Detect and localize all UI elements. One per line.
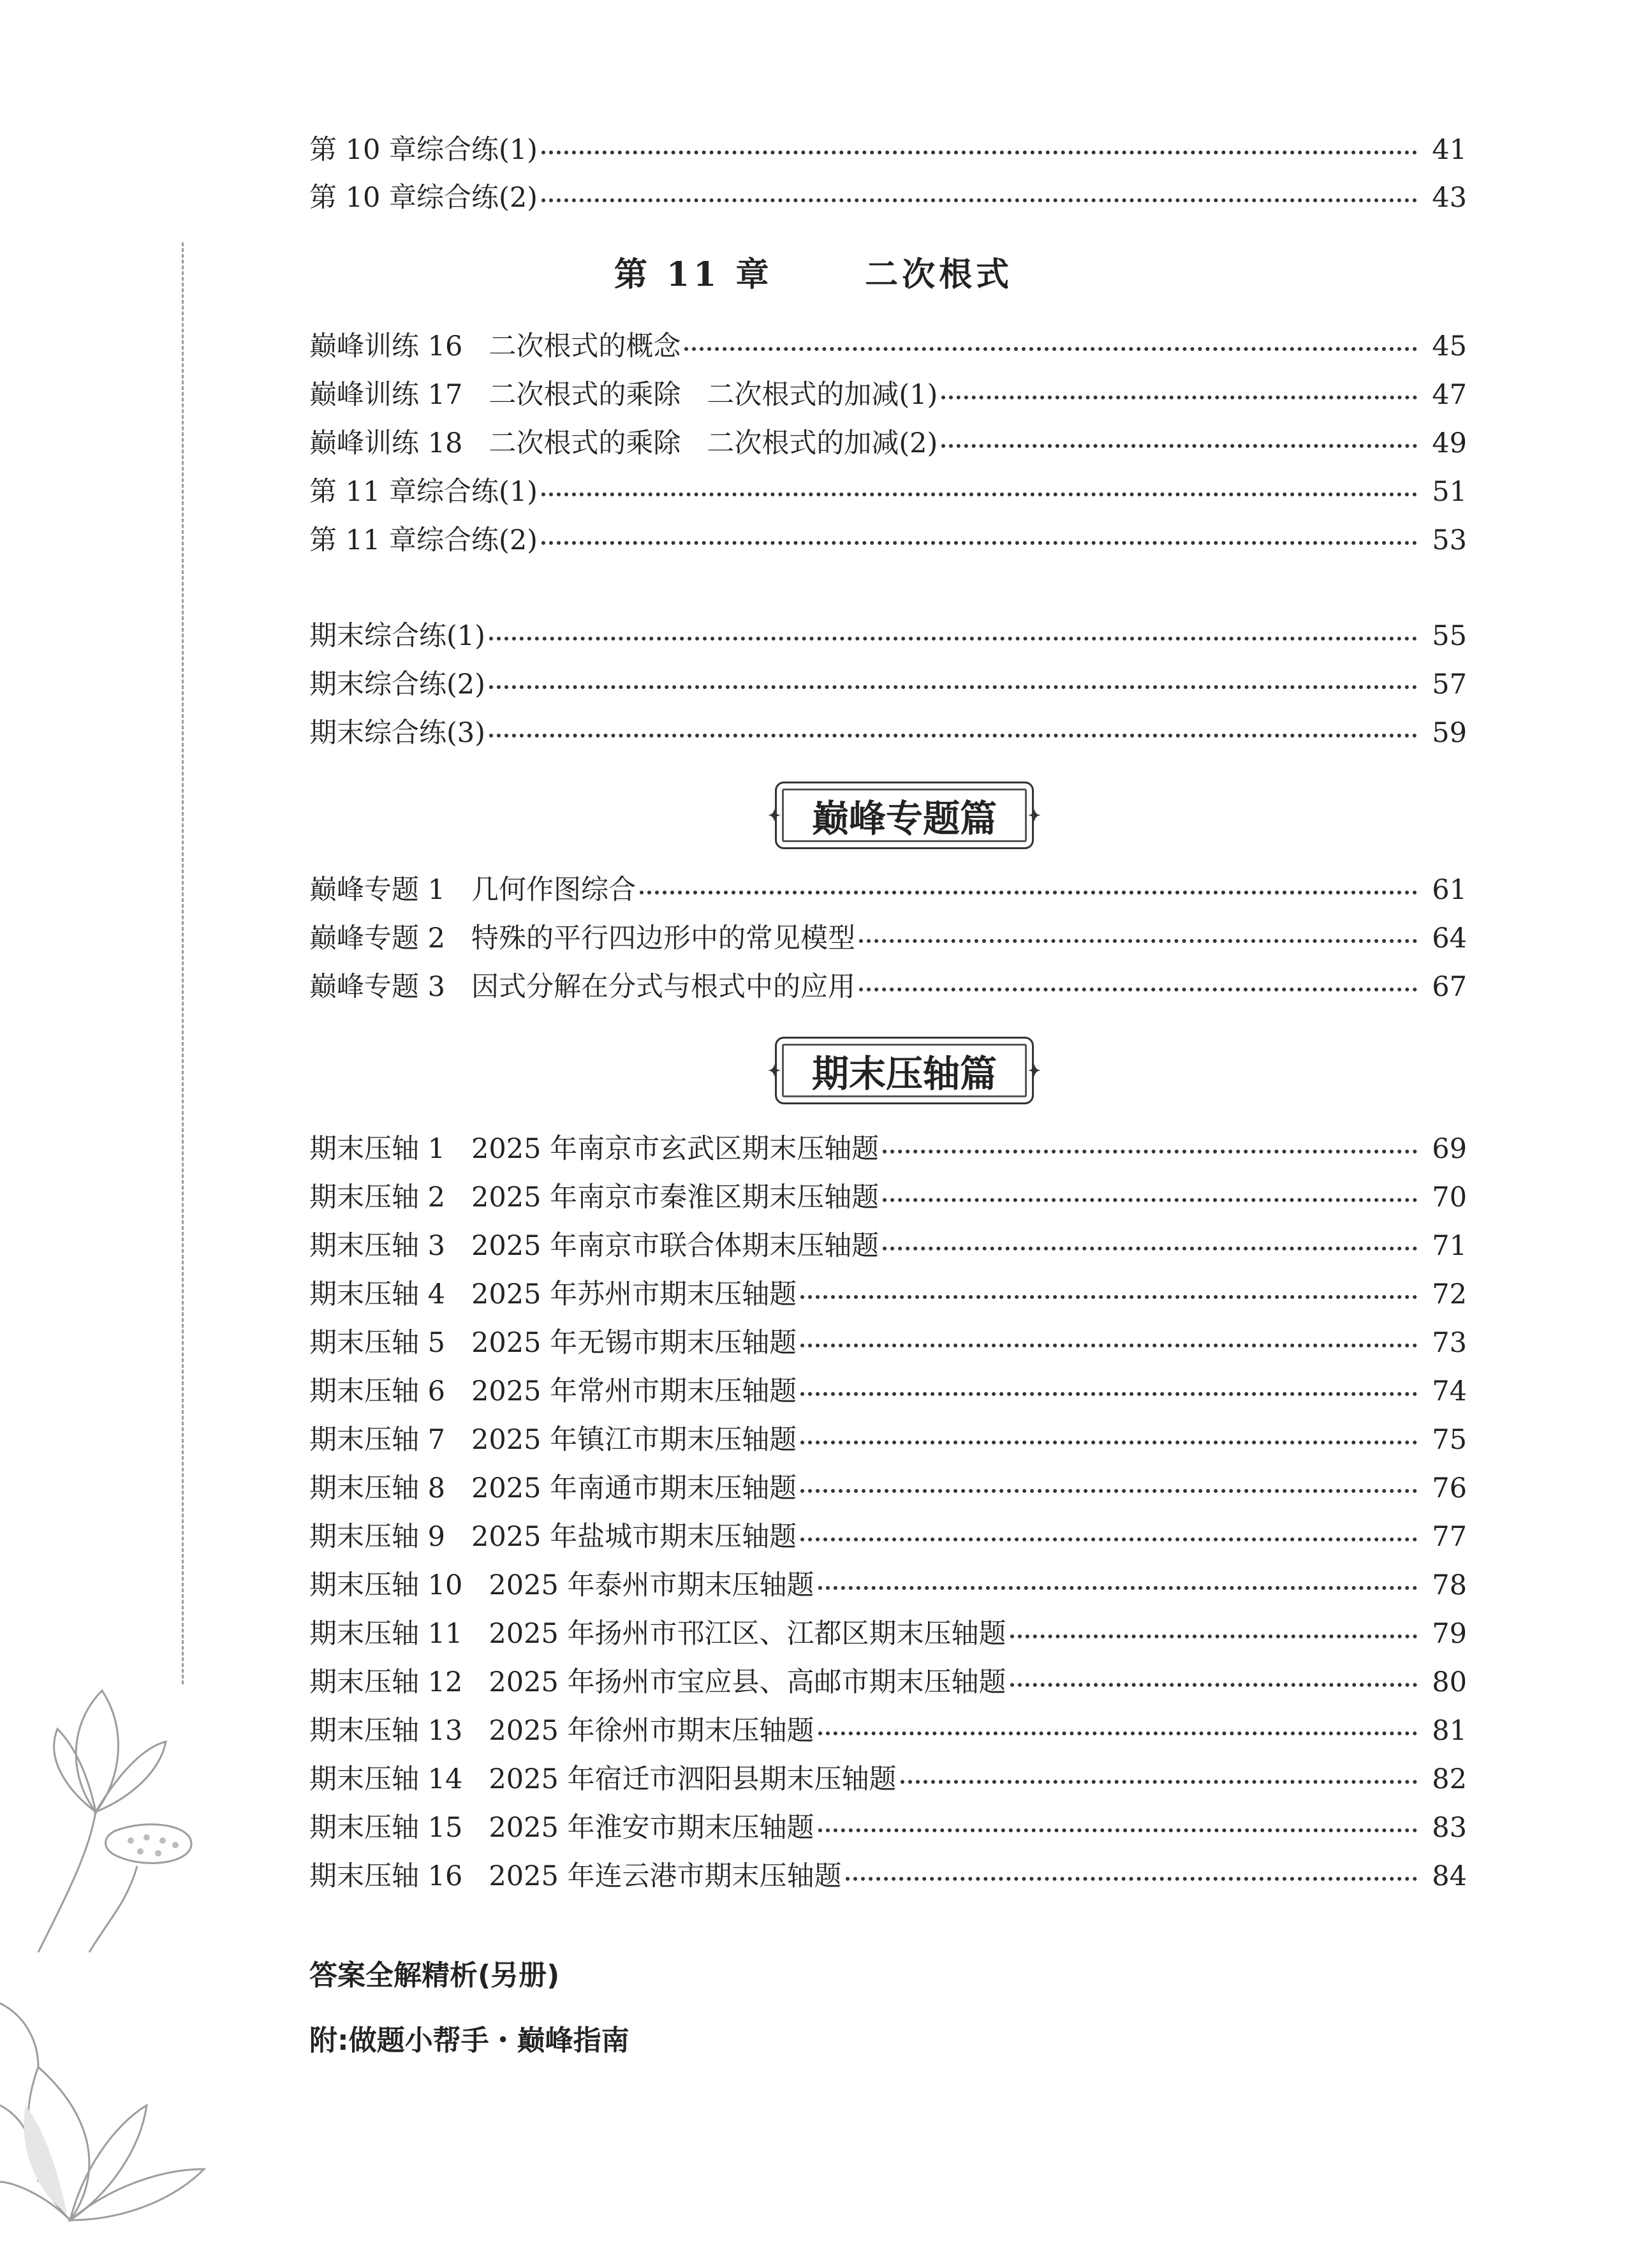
leader-dots	[818, 1828, 1418, 1832]
leader-dots	[541, 198, 1417, 202]
leader-dots	[883, 1150, 1417, 1153]
toc-entry-label: 期末压轴 1 2025 年南京市玄武区期末压轴题	[309, 1133, 880, 1165]
leader-dots	[941, 444, 1417, 448]
toc-entry-page: 61	[1432, 874, 1467, 906]
toc-entry[interactable]	[309, 175, 1467, 220]
toc-entry-label: 期末压轴 14 2025 年宿迁市泗阳县期末压轴题	[309, 1763, 897, 1795]
section-heading-special	[775, 782, 1034, 849]
toc-entry[interactable]	[309, 421, 1467, 466]
toc-entry-page: 47	[1432, 379, 1467, 411]
chapter-heading	[0, 248, 1627, 295]
toc-entry-label: 期末压轴 13 2025 年徐州市期末压轴题	[309, 1715, 814, 1747]
toc-entry-label: 巅峰专题 3 因式分解在分式与根式中的应用	[309, 971, 856, 1003]
toc-entry-page: 84	[1432, 1860, 1467, 1892]
lotus-stem	[38, 1812, 96, 1952]
leader-dots	[818, 1731, 1418, 1735]
toc-entry-page: 79	[1432, 1618, 1467, 1650]
seed-dot	[144, 1834, 150, 1841]
toc-entry[interactable]	[309, 965, 1467, 1009]
section-title: ✦ 期末压轴篇	[811, 1052, 997, 1095]
toc-entry-page: 55	[1432, 620, 1467, 652]
leader-dots	[883, 1198, 1417, 1202]
toc-entry-page: 82	[1432, 1763, 1467, 1795]
toc-entry-label: 期末综合练(2)	[309, 669, 485, 700]
toc-entry-label: 巅峰训练 17 二次根式的乘除 二次根式的加减(1)	[309, 379, 938, 411]
lotus-bud-petal	[54, 1729, 96, 1812]
toc-entry-label: 期末压轴 6 2025 年常州市期末压轴题	[309, 1375, 797, 1407]
margin-dashed-line	[182, 242, 184, 1684]
lotus-illustration	[0, 1620, 268, 2268]
toc-entry[interactable]	[309, 916, 1467, 961]
leader-dots	[489, 734, 1417, 737]
leader-dots	[800, 1392, 1417, 1396]
toc-entry-page: 41	[1432, 134, 1467, 166]
toc-entry-label: 期末综合练(1)	[309, 620, 485, 652]
toc-entry[interactable]	[309, 1805, 1467, 1850]
toc-entry-page: 80	[1432, 1666, 1467, 1698]
leader-dots	[489, 637, 1417, 641]
leader-dots	[846, 1877, 1418, 1881]
leader-dots	[640, 891, 1417, 894]
leader-dots	[541, 493, 1417, 496]
toc-entry-label: 第 11 章综合练(1)	[309, 476, 538, 508]
seed-pod-stem	[89, 1866, 137, 1952]
chapter-number: 第 11 章	[614, 255, 773, 294]
toc-entry[interactable]	[309, 128, 1467, 172]
seed-pod	[106, 1825, 191, 1864]
lotus-flower-petal	[70, 2105, 147, 2220]
leader-dots	[859, 988, 1417, 991]
toc-entry[interactable]	[309, 518, 1467, 563]
toc-entry[interactable]	[309, 1660, 1467, 1705]
leader-dots	[541, 541, 1417, 545]
leader-dots	[800, 1489, 1417, 1493]
leader-dots	[800, 1344, 1417, 1347]
leader-dots	[684, 347, 1417, 351]
toc-entry-page: 57	[1432, 669, 1467, 700]
toc-entry-page: 67	[1432, 971, 1467, 1003]
lotus-bud-petal	[76, 1691, 118, 1812]
toc-entry-page: 69	[1432, 1133, 1467, 1165]
toc-entry-label: 期末压轴 2 2025 年南京市秦淮区期末压轴题	[309, 1182, 880, 1213]
toc-entry[interactable]	[309, 324, 1467, 369]
toc-entry[interactable]	[309, 1708, 1467, 1753]
leader-dots	[818, 1586, 1418, 1590]
chapter-name: 二次根式	[865, 255, 1013, 294]
toc-entry-label: 期末压轴 7 2025 年镇江市期末压轴题	[309, 1424, 797, 1456]
seed-dot	[172, 1842, 179, 1848]
leader-dots	[859, 939, 1417, 943]
toc-entry[interactable]	[309, 1272, 1467, 1317]
toc-entry-page: 75	[1432, 1424, 1467, 1456]
leader-dots	[489, 685, 1417, 689]
toc-entry[interactable]	[309, 1321, 1467, 1365]
toc-entry-page: 76	[1432, 1472, 1467, 1504]
toc-entry[interactable]	[309, 1466, 1467, 1511]
toc-entry[interactable]	[309, 1854, 1467, 1899]
toc-entry-page: 74	[1432, 1375, 1467, 1407]
seed-dot	[137, 1848, 144, 1855]
toc-entry[interactable]	[309, 614, 1467, 658]
toc-entry-page: 73	[1432, 1327, 1467, 1359]
leader-dots	[800, 1538, 1417, 1541]
seed-dot	[155, 1850, 161, 1857]
seed-dot	[159, 1837, 166, 1844]
toc-entry-label: 巅峰训练 16 二次根式的概念	[309, 330, 681, 362]
toc-entry-page: 51	[1432, 476, 1467, 508]
toc-entry[interactable]	[309, 470, 1467, 514]
lotus-leaf-curve	[0, 2003, 38, 2067]
leader-dots	[883, 1247, 1417, 1250]
toc-entry-label: 巅峰训练 18 二次根式的乘除 二次根式的加减(2)	[309, 427, 938, 459]
toc-entry-label: 期末压轴 15 2025 年淮安市期末压轴题	[309, 1812, 814, 1844]
lotus-bud-petal	[96, 1742, 166, 1812]
leader-dots	[1010, 1634, 1418, 1638]
toc-entry-label: 期末压轴 10 2025 年泰州市期末压轴题	[309, 1569, 814, 1601]
toc-entry[interactable]	[309, 373, 1467, 417]
toc-entry-page: 59	[1432, 717, 1467, 749]
toc-entry-label: 期末压轴 11 2025 年扬州市邗江区、江都区期末压轴题	[309, 1618, 1006, 1650]
leader-dots	[941, 396, 1417, 399]
toc-entry-label: 期末压轴 5 2025 年无锡市期末压轴题	[309, 1327, 797, 1359]
toc-entry-label: 巅峰专题 2 特殊的平行四边形中的常见模型	[309, 923, 856, 954]
answers-note: 答案全解精析(另册)	[309, 1959, 560, 1992]
toc-entry[interactable]	[309, 1563, 1467, 1608]
toc-entry[interactable]	[309, 868, 1467, 912]
appendix-note: 附:做题小帮手・巅峰指南	[309, 2024, 629, 2057]
leader-dots	[541, 151, 1417, 154]
toc-entry-label: 期末压轴 4 2025 年苏州市期末压轴题	[309, 1279, 797, 1310]
toc-entry-page: 45	[1432, 330, 1467, 362]
toc-entry[interactable]	[309, 1612, 1467, 1656]
lotus-flower-petal	[70, 2169, 204, 2220]
toc-entry-label: 期末综合练(3)	[309, 717, 485, 749]
seed-dot	[128, 1837, 134, 1844]
toc-entry[interactable]	[309, 711, 1467, 755]
section-heading-final-axis	[775, 1037, 1034, 1104]
leader-dots	[800, 1441, 1417, 1444]
toc-entry[interactable]	[309, 1369, 1467, 1414]
toc-entry[interactable]	[309, 1515, 1467, 1559]
toc-entry-page: 81	[1432, 1715, 1467, 1747]
toc-entry-label: 巅峰专题 1 几何作图综合	[309, 874, 637, 906]
toc-entry-page: 70	[1432, 1182, 1467, 1213]
section-title: ✦ 巅峰专题篇	[811, 797, 997, 840]
toc-entry[interactable]	[309, 662, 1467, 707]
toc-entry[interactable]	[309, 1224, 1467, 1268]
toc-entry-page: 64	[1432, 923, 1467, 954]
toc-entry-page: 83	[1432, 1812, 1467, 1844]
leader-dots	[800, 1295, 1417, 1299]
toc-entry-page: 71	[1432, 1230, 1467, 1262]
toc-entry[interactable]	[309, 1418, 1467, 1462]
toc-entry-page: 78	[1432, 1569, 1467, 1601]
toc-entry-label: 第 10 章综合练(2)	[309, 182, 538, 214]
lotus-shading	[24, 2105, 67, 2214]
toc-entry-label: 第 10 章综合练(1)	[309, 134, 538, 166]
toc-entry-label: 第 11 章综合练(2)	[309, 524, 538, 556]
leader-dots	[901, 1780, 1418, 1784]
toc-entry-label: 期末压轴 3 2025 年南京市联合体期末压轴题	[309, 1230, 880, 1262]
seed-pod-dots	[128, 1834, 179, 1857]
toc-entry[interactable]	[309, 1175, 1467, 1220]
toc-entry-label: 期末压轴 12 2025 年扬州市宝应县、高邮市期末压轴题	[309, 1666, 1006, 1698]
toc-entry[interactable]	[309, 1127, 1467, 1171]
leader-dots	[1010, 1683, 1418, 1687]
toc-entry[interactable]	[309, 1757, 1467, 1802]
toc-entry-page: 77	[1432, 1521, 1467, 1553]
toc-entry-label: 期末压轴 16 2025 年连云港市期末压轴题	[309, 1860, 842, 1892]
toc-entry-label: 期末压轴 9 2025 年盐城市期末压轴题	[309, 1521, 797, 1553]
toc-entry-page: 43	[1432, 182, 1467, 214]
toc-entry-page: 72	[1432, 1279, 1467, 1310]
toc-entry-page: 53	[1432, 524, 1467, 556]
toc-entry-label: 期末压轴 8 2025 年南通市期末压轴题	[309, 1472, 797, 1504]
toc-entry-page: 49	[1432, 427, 1467, 459]
